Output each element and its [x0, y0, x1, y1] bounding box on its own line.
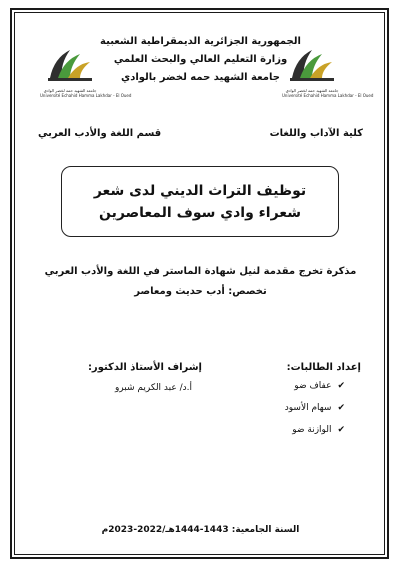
checkmark-icon: ✔: [337, 403, 345, 413]
academic-year: السنة الجامعية: 1443-1444هـ/2022-2023م: [101, 525, 300, 535]
university-logo-right: [282, 44, 374, 100]
logo-left-caption-ar: جامعة الشهيد حمه لخضر الوادي: [43, 88, 97, 93]
students-label: إعداد الطالبات:: [286, 362, 361, 373]
list-item: ✔ عفاف ضو: [285, 381, 345, 403]
thesis-title: توظيف التراث الديني لدى شعر شعراء وادي سوف المعاصرين: [93, 182, 307, 221]
list-item: ✔ الوازنة ضو: [285, 425, 345, 447]
specialization: تخصص: أدب حديث ومعاصر: [134, 286, 267, 297]
ministry-name: وزارة التعليم العالي والبحث العلمي: [113, 54, 288, 65]
supervisor-label: إشراف الأستاذ الدكتور:: [87, 362, 202, 373]
supervisor-name: أ.د/ عبد الكريم شبرو: [114, 383, 192, 393]
list-item: ✔ سهام الأسود: [285, 403, 345, 425]
checkmark-icon: ✔: [337, 425, 345, 435]
logo-right-caption-en: Université Echahid Hamma Lakhdar - El Oued: [282, 93, 374, 98]
student-list: [285, 381, 345, 447]
university-name: جامعة الشهيد حمه لخضر بالوادي: [121, 72, 280, 83]
thesis-title-box: [61, 166, 339, 237]
university-logo-left: [40, 44, 132, 100]
country-name: الجمهورية الجزائرية الديمقراطية الشعبية: [100, 36, 301, 47]
checkmark-icon: ✔: [337, 381, 345, 391]
logo-left-caption-en: Université Echahid Hamma Lakhdar - El Oued: [40, 93, 132, 98]
thesis-description: مذكرة تخرج مقدمة لنيل شهادة الماستر في اللغة والأدب العربي: [44, 266, 357, 277]
university-emblem-icon: [282, 44, 342, 84]
department-name: قسم اللغة والأدب العربي: [38, 128, 162, 139]
faculty-name: كلية الآداب واللغات: [269, 128, 363, 139]
logo-right-caption-ar: جامعة الشهيد حمه لخضر الوادي: [285, 88, 339, 93]
university-emblem-icon: [40, 44, 100, 84]
